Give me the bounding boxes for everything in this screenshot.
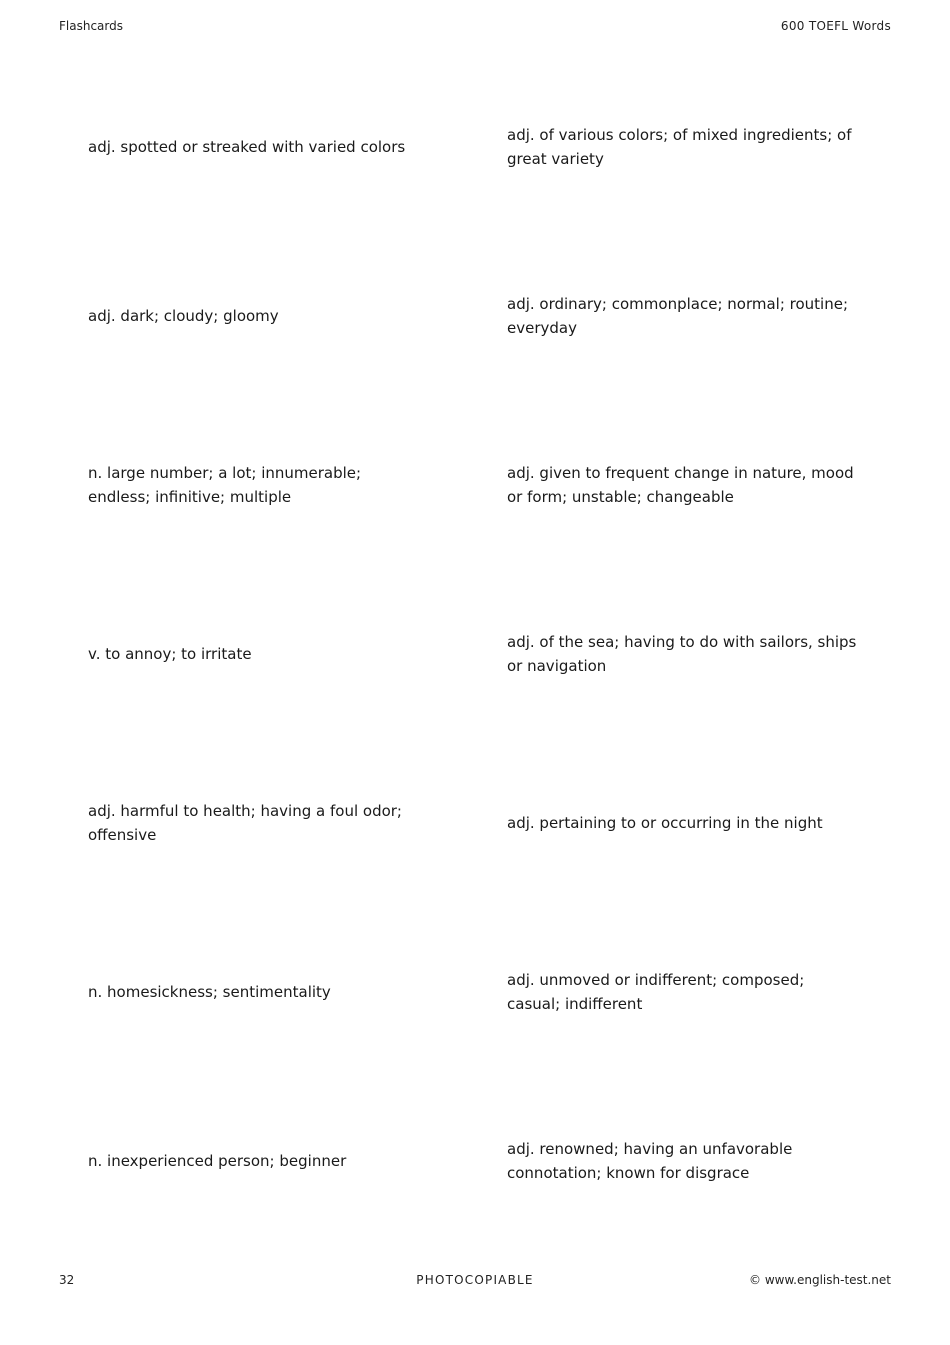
flashcard-definition-right [507,1076,859,1245]
definition-text: adj. spotted or streaked with varied colors [88,137,406,156]
flashcard-definition-right [507,400,859,569]
definition-text: adj. ordinary; commonplace; normal; routine; everyday [507,294,849,337]
definition-text: n. homesickness; sentimentality [88,982,331,1001]
flashcard-definition-left [88,400,418,569]
flashcard-row [0,1076,950,1245]
flashcard-definition-right [507,62,859,231]
flashcard-grid [0,62,950,1245]
flashcard-row [0,62,950,231]
flashcard-definition-right [507,231,859,400]
flashcard-row [0,569,950,738]
flashcard-row [0,400,950,569]
definition-text: adj. of various colors; of mixed ingredients; of great variety [507,125,852,168]
photocopiable-label: PHOTOCOPIABLE [416,1273,534,1287]
definition-text: v. to annoy; to irritate [88,644,252,663]
definition-text: adj. harmful to health; having a foul odor; offensive [88,801,402,844]
flashcard-definition-left [88,62,418,231]
flashcard-definition-left [88,231,418,400]
flashcard-row [0,231,950,400]
definition-text: adj. dark; cloudy; gloomy [88,306,279,325]
definition-text: adj. renowned; having an unfavorable connotation; known for disgrace [507,1139,793,1182]
flashcard-definition-right [507,738,859,907]
header-book-title: 600 TOEFL Words [780,19,891,33]
flashcard-definition-right [507,569,859,738]
page-number: 32 [59,1273,75,1287]
flashcard-definition-left [88,1076,418,1245]
copyright-website: © www.english-test.net [749,1273,891,1287]
flashcard-definition-right [507,907,859,1076]
flashcard-row [0,907,950,1076]
header-section-title: Flashcards [59,19,123,33]
definition-text: adj. pertaining to or occurring in the night [507,813,823,832]
flashcard-definition-left [88,907,418,1076]
definition-text: adj. of the sea; having to do with sailors, ships or navigation [507,632,857,675]
flashcard-definition-left [88,738,418,907]
flashcard-definition-left [88,569,418,738]
definition-text: adj. given to frequent change in nature, mood or form; unstable; changeable [507,463,854,506]
flashcard-row [0,738,950,907]
definition-text: adj. unmoved or indifferent; composed; casual; indifferent [507,970,805,1013]
definition-text: n. large number; a lot; innumerable; endless; infinitive; multiple [88,463,362,506]
definition-text: n. inexperienced person; beginner [88,1151,347,1170]
